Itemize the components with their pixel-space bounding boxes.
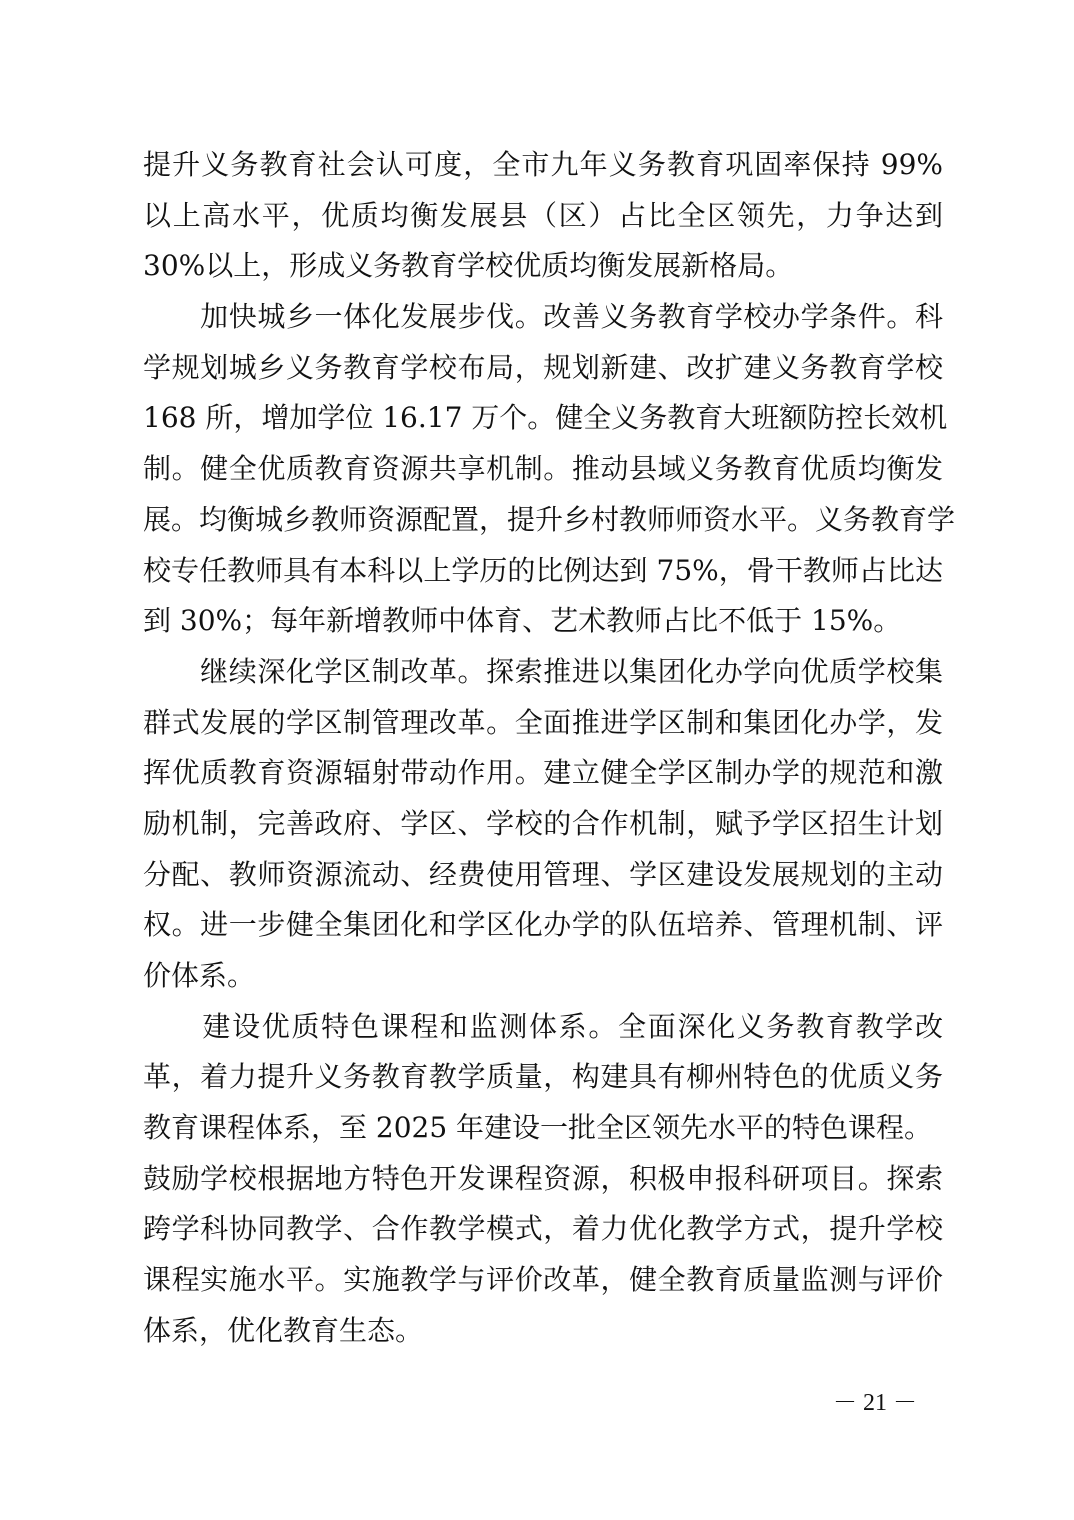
text-line: 课程实施水平。实施教学与评价改革，健全教育质量监测与评价 [143, 1263, 943, 1297]
text-line: 提升义务教育社会认可度，全市九年义务教育巩固率保持 99% [143, 148, 943, 181]
text-line: 体系，优化教育生态。 [143, 1313, 424, 1347]
text-line: 展。均衡城乡教师资源配置，提升乡村教师师资水平。义务教育学 [143, 502, 956, 536]
text-line: 校专任教师具有本科以上学历的比例达到 75%，骨干教师占比达 [143, 553, 943, 587]
text-line: 加快城乡一体化发展步伐。改善义务教育学校办学条件。科 [143, 300, 943, 334]
text-line: 教育课程体系，至 2025 年建设一批全区领先水平的特色课程。 [143, 1111, 933, 1145]
text-line: 30%以上，形成义务教育学校优质均衡发展新格局。 [143, 249, 794, 283]
text-line: 跨学科协同教学、合作教学模式，着力优化教学方式，提升学校 [143, 1212, 943, 1246]
text-line: 继续深化学区制改革。探索推进以集团化办学向优质学校集 [143, 654, 943, 688]
text-line: 权。进一步健全集团化和学区化办学的队伍培养、管理机制、评 [143, 908, 943, 942]
text-line: 学规划城乡义务教育学校布局，规划新建、改扩建义务教育学校 [143, 350, 943, 384]
text-line: 以上高水平，优质均衡发展县（区）占比全区领先，力争达到 [143, 198, 943, 232]
text-line: 革，着力提升义务教育教学质量，构建具有柳州特色的优质义务 [143, 1060, 943, 1094]
text-line: 到 30%；每年新增教师中体育、艺术教师占比不低于 15%。 [143, 604, 902, 638]
page-number: － 21 － [833, 1390, 917, 1416]
text-line: 励机制，完善政府、学区、学校的合作机制，赋予学区招生计划 [143, 806, 943, 840]
text-line: 挥优质教育资源辐射带动作用。建立健全学区制办学的规范和激 [143, 756, 943, 790]
text-line: 分配、教师资源流动、经费使用管理、学区建设发展规划的主动 [143, 857, 943, 891]
body-text [143, 140, 956, 1357]
text-line: 168 所，增加学位 16.17 万个。健全义务教育大班额防控长效机 [143, 401, 948, 435]
text-line: 价体系。 [143, 959, 256, 992]
text-line: 建设优质特色课程和监测体系。全面深化义务教育教学改 [143, 1009, 943, 1043]
text-line: 鼓励学校根据地方特色开发课程资源，积极申报科研项目。探索 [143, 1161, 943, 1195]
text-line: 制。健全优质教育资源共享机制。推动县域义务教育优质均衡发 [143, 452, 943, 486]
text-line: 群式发展的学区制管理改革。全面推进学区制和集团化办学，发 [143, 705, 943, 739]
